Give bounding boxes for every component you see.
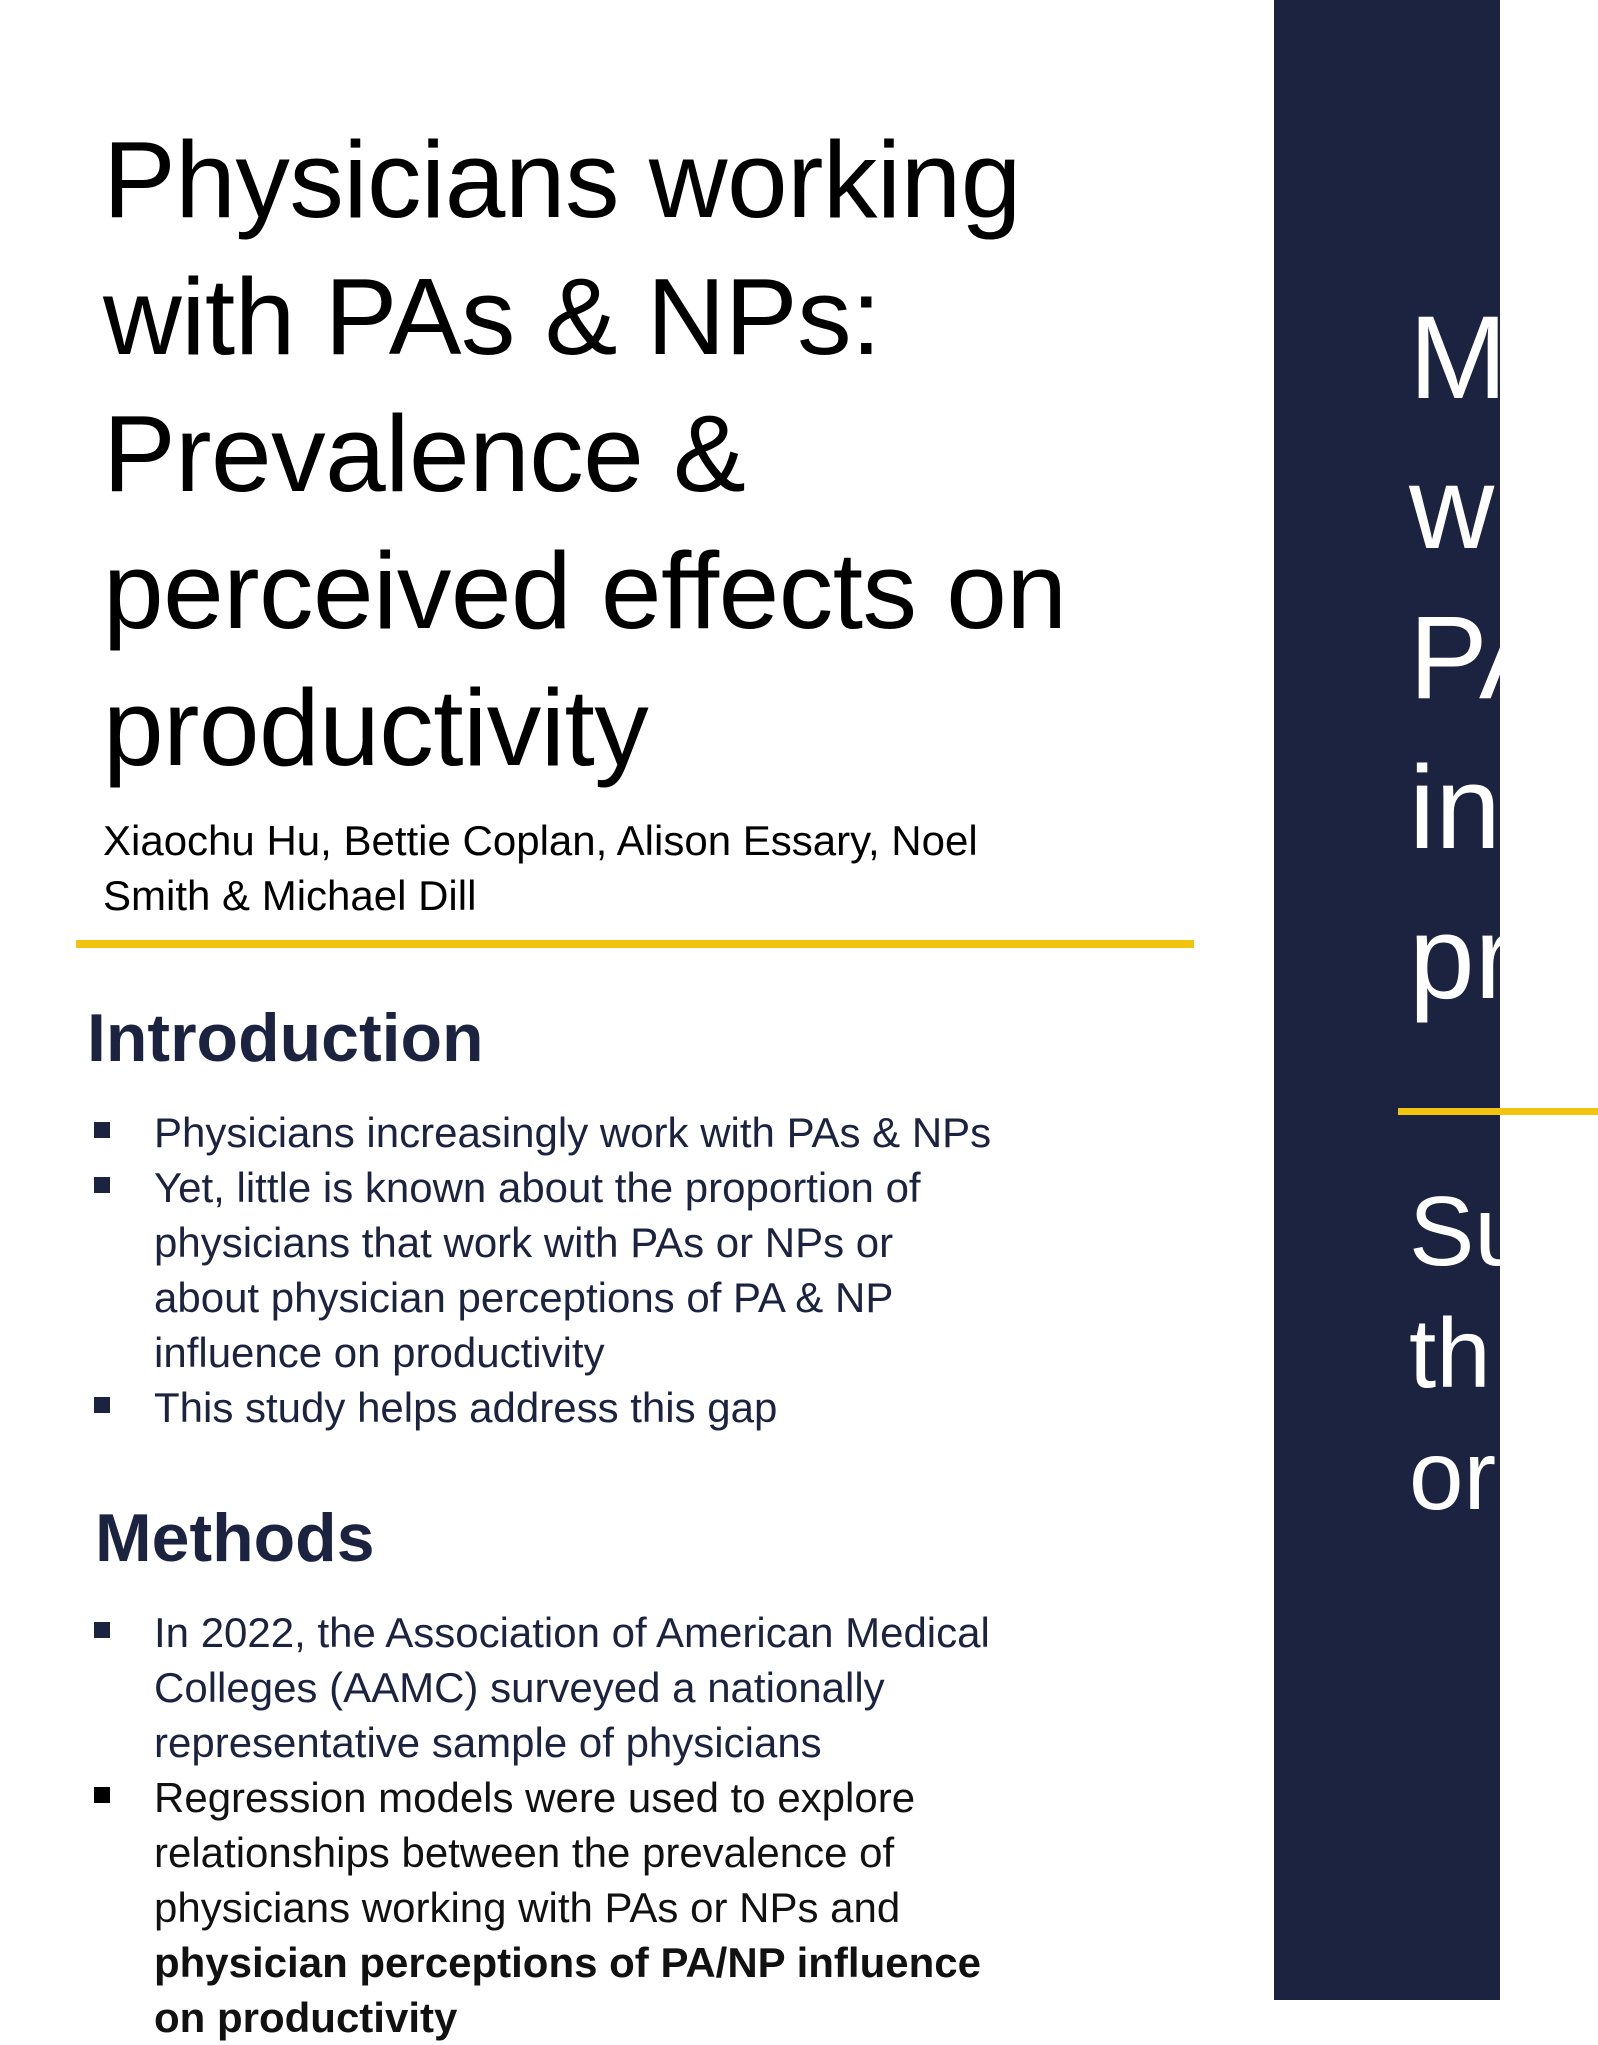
author-line: Smith & Michael Dill: [103, 872, 477, 919]
bullet-line: about physician perceptions of PA & NP: [154, 1274, 894, 1321]
bullet-line: This study helps address this gap: [154, 1384, 778, 1431]
key-finding-line: M: [1409, 292, 1508, 424]
bullet-bold-line: on productivity: [154, 1994, 458, 2041]
subtext-line: Su: [1409, 1176, 1529, 1286]
title-line: productivity: [103, 667, 649, 789]
title-divider: [76, 940, 1194, 948]
introduction-heading: Introduction: [87, 1000, 484, 1076]
introduction-bullet: [88, 1380, 991, 1435]
bullet-line: Physicians increasingly work with PAs & NPs: [154, 1109, 992, 1156]
key-finding-panel: [1274, 0, 1558, 2000]
subtext-line: or: [1409, 1420, 1497, 1530]
bullet-line: influence on productivity: [154, 1329, 605, 1376]
methods-heading: Methods: [95, 1500, 375, 1576]
author-list: [103, 813, 1203, 923]
introduction-bullet: [88, 1105, 991, 1160]
key-finding-line: w: [1409, 442, 1495, 574]
panel-divider: [1398, 1108, 1598, 1115]
key-finding-subtext: [1409, 1170, 1529, 1536]
title-line: Physicians working: [103, 119, 1021, 241]
introduction-bullet: [88, 1160, 991, 1380]
poster-title: [103, 112, 1203, 797]
methods-list: [88, 1605, 990, 2045]
introduction-list: [88, 1105, 991, 1435]
methods-bullet: [88, 1770, 990, 2045]
bullet-line: representative sample of physicians: [154, 1719, 822, 1766]
author-line: Xiaochu Hu, Bettie Coplan, Alison Essary, Noel: [103, 817, 978, 864]
bullet-line: physicians working with PAs or NPs and: [154, 1884, 901, 1931]
bullet-line: Regression models were used to explore: [154, 1774, 916, 1821]
bullet-bold-line: physician perceptions of PA/NP influence: [154, 1939, 981, 1986]
key-finding-line: PA: [1409, 592, 1558, 724]
subtext-line: th: [1409, 1298, 1491, 1408]
key-finding-line: pr: [1409, 892, 1514, 1024]
title-line: with PAs & NPs:: [103, 256, 881, 378]
bullet-line: Yet, little is known about the proportion of: [154, 1164, 921, 1211]
bullet-line: relationships between the prevalence of: [154, 1829, 895, 1876]
title-line: perceived effects on: [103, 530, 1067, 652]
key-finding-line: in: [1409, 742, 1501, 874]
bullet-line: physicians that work with PAs or NPs or: [154, 1219, 894, 1266]
methods-bullet: [88, 1605, 990, 1770]
bullet-line: In 2022, the Association of American Medical: [154, 1609, 990, 1656]
title-line: Prevalence &: [103, 393, 746, 515]
bullet-line: Colleges (AAMC) surveyed a nationally: [154, 1664, 885, 1711]
key-finding-text: [1409, 283, 1558, 1033]
